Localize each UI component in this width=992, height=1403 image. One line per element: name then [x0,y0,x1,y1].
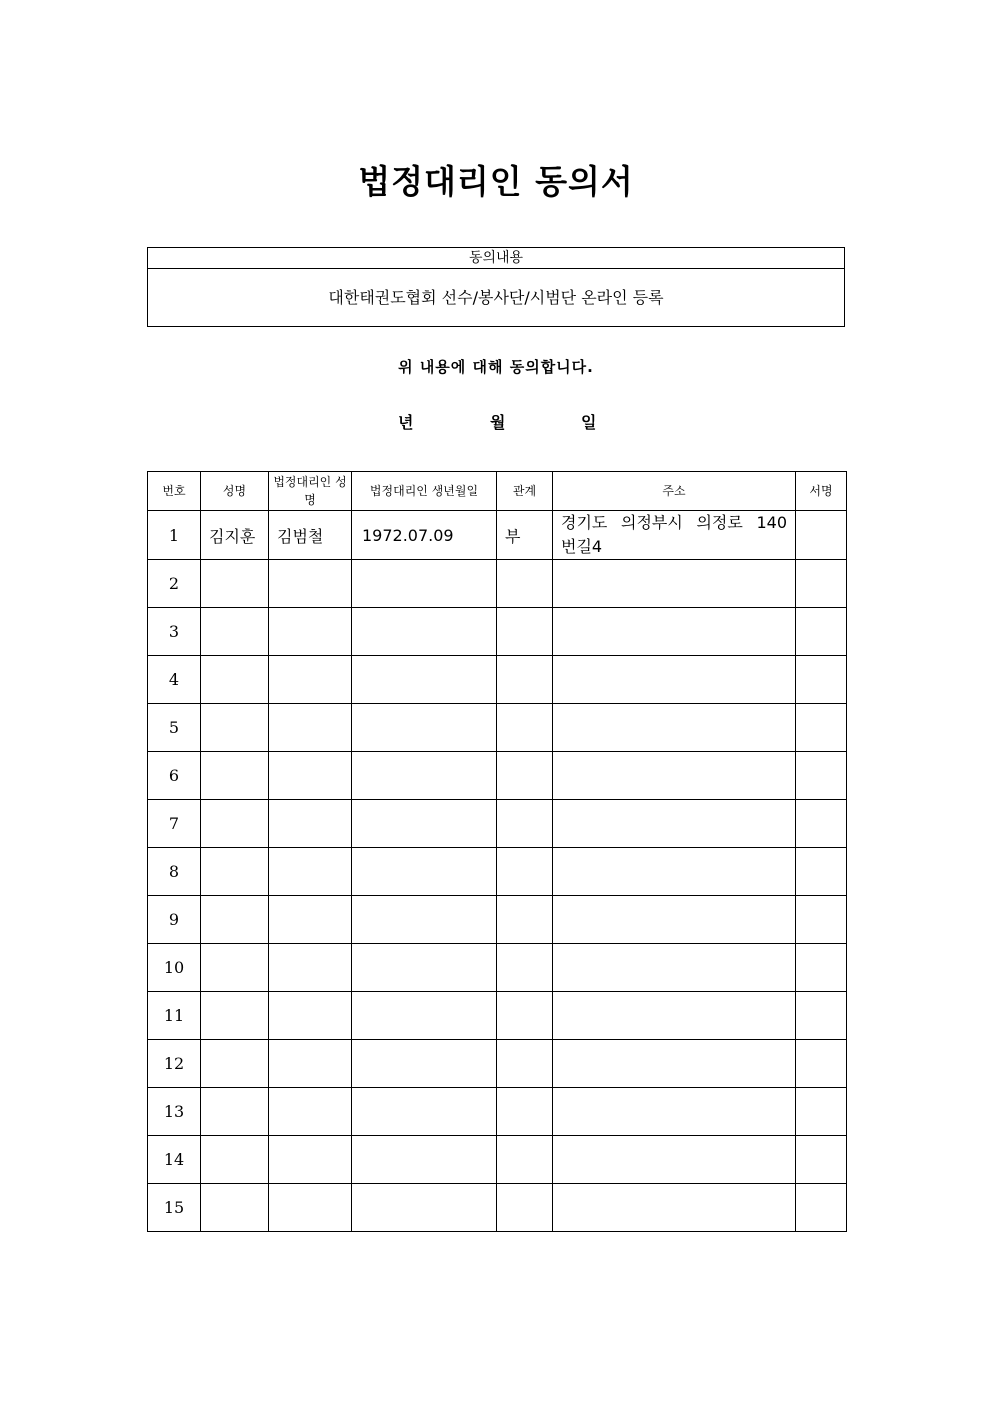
date-month-label: 월 [490,413,506,432]
table-row [148,1136,847,1184]
guardian-dob-cell [352,1136,497,1184]
signature-cell[interactable] [796,944,847,992]
agreement-statement: 위 내용에 대해 동의합니다. [398,358,594,376]
date-day-label: 일 [581,413,597,432]
relation-cell [497,560,553,608]
signature-cell[interactable] [796,1088,847,1136]
relation-cell [497,944,553,992]
row-number: 14 [148,1136,201,1184]
participant-name-cell [201,800,269,848]
participant-name-cell [201,992,269,1040]
address-cell [553,800,796,848]
signature-cell[interactable] [796,704,847,752]
guardian-dob-cell [352,560,497,608]
participant-name-cell [201,896,269,944]
address-cell: 경기도 의정부시 의정로 140번길4 [553,511,796,560]
relation-cell [497,1136,553,1184]
signature-cell[interactable] [796,752,847,800]
guardian-name-cell [269,992,352,1040]
row-number: 4 [148,656,201,704]
relation-cell [497,608,553,656]
participant-name-cell [201,1088,269,1136]
row-number: 8 [148,848,201,896]
participant-name-cell [201,704,269,752]
table-row [148,848,847,896]
address-cell [553,656,796,704]
relation-cell [497,800,553,848]
guardian-dob-cell: 1972.07.09 [352,511,497,560]
signature-cell[interactable] [796,1136,847,1184]
guardian-name-cell [269,656,352,704]
participant-name-cell [201,848,269,896]
guardian-name-cell [269,1136,352,1184]
address-cell [553,944,796,992]
signature-cell[interactable] [796,511,847,560]
signature-cell[interactable] [796,560,847,608]
guardian-dob-cell [352,944,497,992]
signature-cell[interactable] [796,848,847,896]
address-cell [553,896,796,944]
address-cell [553,992,796,1040]
header-signature: 서명 [796,472,847,511]
relation-cell [497,1040,553,1088]
row-number: 11 [148,992,201,1040]
address-cell [553,1088,796,1136]
guardian-name-cell [269,608,352,656]
header-number: 번호 [148,472,201,511]
guardian-dob-cell [352,752,497,800]
row-number: 12 [148,1040,201,1088]
row-number: 1 [148,511,201,560]
table-row [148,1088,847,1136]
table-row [148,800,847,848]
participant-name-cell [201,608,269,656]
header-address: 주소 [553,472,796,511]
signature-cell[interactable] [796,800,847,848]
row-number: 10 [148,944,201,992]
guardian-name-cell [269,560,352,608]
address-cell [553,1136,796,1184]
signature-cell[interactable] [796,656,847,704]
table-row [148,608,847,656]
header-relation: 관계 [497,472,553,511]
participant-name-cell [201,1184,269,1232]
consent-header: 동의내용 [148,248,844,269]
guardian-dob-cell [352,800,497,848]
row-number: 3 [148,608,201,656]
table-header-row [148,472,847,511]
guardian-name-cell [269,1088,352,1136]
date-year-label: 년 [398,413,414,432]
document-title: 법정대리인 동의서 [358,162,634,201]
table-row [148,896,847,944]
table-row [148,560,847,608]
guardian-name-cell [269,1184,352,1232]
address-cell [553,608,796,656]
guardian-dob-cell [352,1184,497,1232]
table-row [148,656,847,704]
table-row [148,944,847,992]
relation-cell [497,704,553,752]
guardian-dob-cell [352,704,497,752]
address-cell [553,1184,796,1232]
address-cell [553,560,796,608]
relation-cell [497,896,553,944]
guardian-dob-cell [352,1040,497,1088]
address-cell [553,704,796,752]
guardian-name-cell [269,848,352,896]
registration-table [147,471,847,1232]
guardian-name-cell [269,944,352,992]
participant-name-cell [201,1136,269,1184]
relation-cell [497,992,553,1040]
table-row [148,992,847,1040]
participant-name-cell [201,1040,269,1088]
signature-cell[interactable] [796,1040,847,1088]
row-number: 7 [148,800,201,848]
address-cell [553,752,796,800]
guardian-name-cell [269,704,352,752]
guardian-dob-cell [352,656,497,704]
relation-cell [497,1088,553,1136]
table-row [148,1040,847,1088]
relation-cell [497,1184,553,1232]
row-number: 15 [148,1184,201,1232]
guardian-dob-cell [352,1088,497,1136]
guardian-name-cell [269,896,352,944]
table-row [148,704,847,752]
table-row [148,1184,847,1232]
participant-name-cell [201,752,269,800]
guardian-name-cell [269,752,352,800]
participant-name-cell [201,560,269,608]
row-number: 13 [148,1088,201,1136]
relation-cell [497,752,553,800]
consent-content: 대한태권도협회 선수/봉사단/시범단 온라인 등록 [328,288,664,307]
row-number: 6 [148,752,201,800]
guardian-dob-cell [352,896,497,944]
relation-cell [497,656,553,704]
guardian-name-cell [269,1040,352,1088]
address-cell [553,848,796,896]
table-row [148,752,847,800]
row-number: 9 [148,896,201,944]
guardian-dob-cell [352,608,497,656]
address-cell [553,1040,796,1088]
consent-box [147,247,845,327]
table-row [148,511,847,560]
participant-name-cell: 김지훈 [201,511,269,560]
guardian-name-cell [269,800,352,848]
row-number: 5 [148,704,201,752]
signature-cell[interactable] [796,896,847,944]
header-name: 성명 [201,472,269,511]
signature-cell[interactable] [796,992,847,1040]
header-guardian-name: 법정대리인 성명 [269,472,352,511]
guardian-dob-cell [352,992,497,1040]
guardian-name-cell: 김범철 [269,511,352,560]
relation-cell [497,848,553,896]
relation-cell: 부 [497,511,553,560]
row-number: 2 [148,560,201,608]
signature-cell[interactable] [796,608,847,656]
guardian-dob-cell [352,848,497,896]
header-guardian-dob: 법정대리인 생년월일 [352,472,497,511]
signature-cell[interactable] [796,1184,847,1232]
participant-name-cell [201,944,269,992]
participant-name-cell [201,656,269,704]
